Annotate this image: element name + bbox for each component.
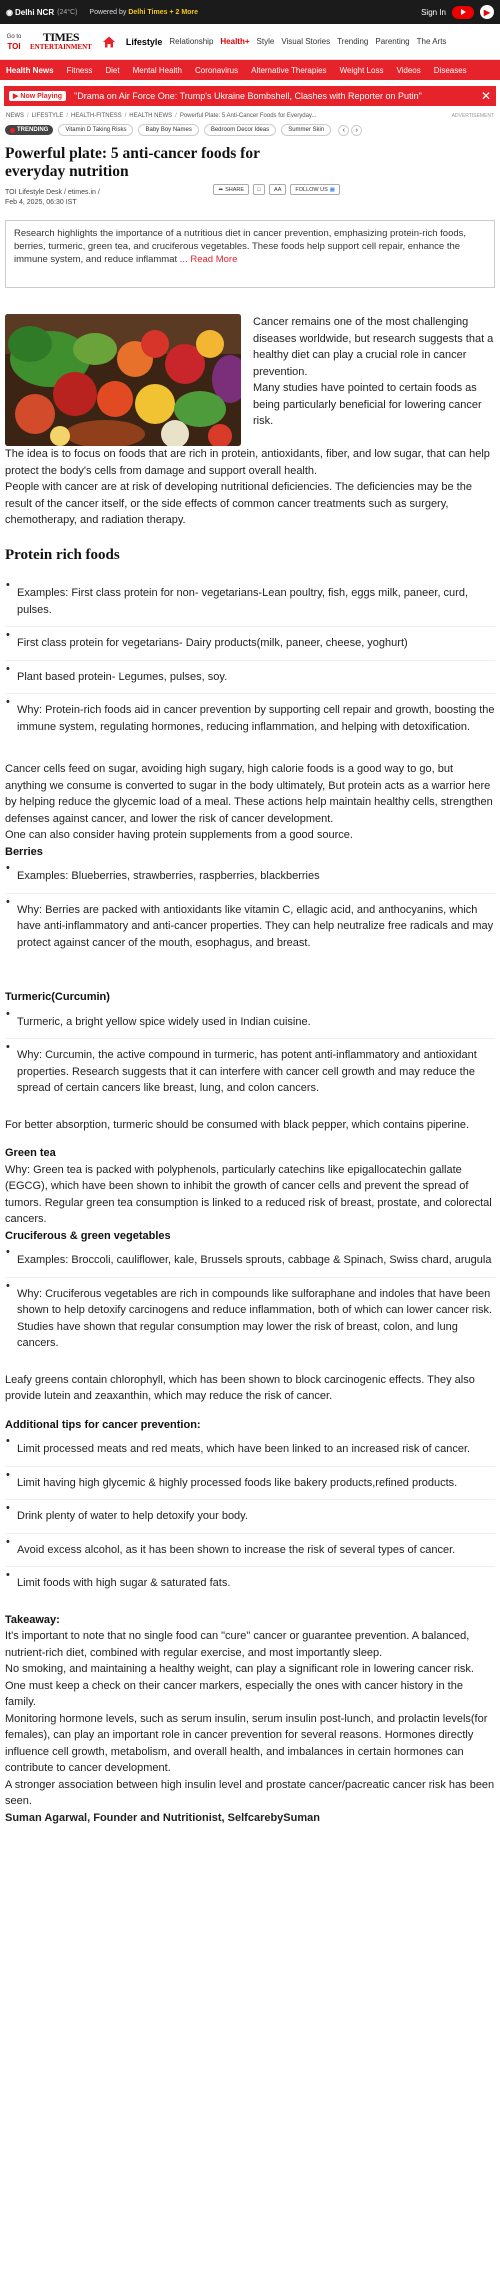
paragraph: It's important to note that no single food can "cure" cancer or guarantee prevention. A balanced, nutrient-rich diet, combined with regular exercise, and most importantly sleep.: [5, 1630, 470, 1659]
hero-text: [253, 314, 495, 446]
play-icon[interactable]: ▶: [480, 5, 494, 19]
subnav-item-health-news[interactable]: Health News: [6, 65, 54, 75]
section-heading-takeaway: Takeaway:: [5, 1613, 60, 1626]
section-heading-turmeric: Turmeric(Curcumin): [5, 991, 110, 1003]
article-actions: [213, 184, 340, 195]
list-item: • First class protein for vegetarians- Dairy products(milk, paneer, cheese, yoghurt): [5, 627, 495, 661]
nav-item-parenting[interactable]: Parenting: [375, 37, 410, 46]
nav-items: [126, 37, 447, 47]
list-item: • Why: Curcumin, the active compound in turmeric, has potent anti-inflammatory and antioxidant properties. Research suggests that it can interfere with cancer cell growth and may reduce the spread of certain cancers like breast, lung, and colon cancers.: [5, 1039, 495, 1105]
youtube-icon[interactable]: [452, 6, 474, 19]
powered-brand[interactable]: Delhi Times + 2 More: [128, 8, 199, 16]
subnav-item-mental-health[interactable]: Mental Health: [132, 65, 182, 75]
turmeric-list: [5, 1006, 495, 1105]
sign-in-link[interactable]: Sign In: [421, 7, 446, 17]
hero-image: [5, 314, 241, 446]
trending-bar: [0, 124, 500, 136]
list-item: • Limit processed meats and red meats, which have been linked to an increased risk of cancer.: [5, 1433, 495, 1467]
paragraph: The idea is to focus on foods that are rich in protein, antioxidants, fiber, and low sugar, that can help protect the body's cells from damage and support overall health.: [5, 448, 490, 477]
breadcrumb-separator: /: [175, 113, 177, 119]
nav-item-relationship[interactable]: Relationship: [169, 37, 214, 46]
read-more-link[interactable]: ... Read More: [179, 254, 238, 265]
powered-by: [89, 9, 198, 16]
cruciferous-list: [5, 1244, 495, 1360]
list-item: • Why: Protein-rich foods aid in cancer prevention by supporting cell repair and growth, boosting the immune system, regulating hormones, reducing inflammation, and helping with detoxification.: [5, 694, 495, 743]
share-button[interactable]: [213, 184, 249, 195]
trending-label: TRENDING: [17, 127, 49, 133]
advertisement-label: ADVERTISEMENT: [451, 113, 494, 119]
go-to-label: Go to: [6, 33, 22, 40]
trending-badge: [5, 125, 53, 135]
list-item: • Avoid excess alcohol, as it has been shown to increase the risk of several types of cancer.: [5, 1534, 495, 1568]
top-bar: [0, 0, 500, 24]
font-size-button[interactable]: AA: [269, 184, 286, 195]
page-title: Powerful plate: 5 anti-cancer foods for everyday nutrition: [5, 145, 260, 180]
share-icon: ➦: [218, 186, 224, 193]
subnav-item-fitness[interactable]: Fitness: [66, 65, 93, 75]
location-selector[interactable]: [6, 8, 54, 17]
article-summary: [5, 220, 495, 288]
trending-pill[interactable]: Vitamin D Taking Risks: [58, 124, 133, 136]
section-heading-tips: Additional tips for cancer prevention:: [5, 1418, 201, 1431]
list-item: • Turmeric, a bright yellow spice widely used in Indian cuisine.: [5, 1006, 495, 1040]
list-item: • Why: Cruciferous vegetables are rich in compounds like sulforaphane and indoles that have been shown to help detoxify carcinogens and reduce inflammation, both of which can lower cancer risk. Studies have shown that regular consumption may lower the risk of breast, colon, and lung cancers.: [5, 1278, 495, 1360]
nav-item-trending[interactable]: Trending: [337, 37, 369, 46]
comment-button[interactable]: [253, 184, 265, 195]
author-credit: Suman Agarwal, Founder and Nutritionist, SelfcarebySuman: [5, 1811, 320, 1824]
paragraph: A stronger association between high insulin level and prostate cancer/pacreatic cancer risk has been seen.: [5, 1778, 495, 1807]
tips-list: [5, 1433, 495, 1600]
list-item: • Why: Berries are packed with antioxidants like vitamin C, ellagic acid, and anthocyanins, which have anti-inflammatory and anti-cancer properties. They can help neutralize free radicals and may protect against cancer of the mouth, esophagus, and breast.: [5, 894, 495, 960]
powered-prefix: Powered by: [89, 8, 127, 16]
paragraph: People with cancer are at risk of developing nutritional deficiencies. The deficiencies may be the result of the cancer itself, or the side effects of common cancer treatments such as surgery, chemotherapy, and radiation therapy.: [5, 481, 472, 526]
article-header: [0, 145, 500, 208]
breadcrumb-current: Powerful Plate: 5 Anti-Cancer Foods for Everyday...: [179, 113, 317, 119]
follow-us-button[interactable]: [290, 184, 340, 195]
now-playing-bar[interactable]: [4, 86, 496, 106]
paragraph: One must keep a check on their cancer markers, especially the ones with cancer history in the family.: [5, 1679, 463, 1708]
health-subnav: [0, 60, 500, 80]
paragraph: Why: Green tea is packed with polyphenols, particularly catechins like epigallocatechin gallate (EGCG), which have been shown to inhibit the growth of cancer cells and prevent the spread of tumors. Regular green tea consumption is linked to a reduced risk of breast, prostate, and colorectal cancers.: [5, 1163, 492, 1225]
toi-label: TOI: [7, 41, 21, 51]
paragraph: Cancer remains one of the most challenging diseases worldwide, but research suggests that a healthy diet can play a crucial role in cancer prevention.: [253, 316, 494, 378]
comment-icon: □: [257, 186, 261, 193]
breadcrumb-separator: /: [124, 113, 127, 119]
paragraph: Cancer cells feed on sugar, avoiding high sugary, high calorie foods is a good way to go, but anything we consume is converted to sugar in the body ultimately, But protein acts as a warrior here by helping reduce the glycemic load of a meal. These actions help maintain healthy cells, strengthen defenses against cancer, and lower the risk of cancer development.: [5, 763, 493, 825]
trending-pill[interactable]: Bedroom Decor Ideas: [204, 124, 276, 136]
breadcrumb-item[interactable]: NEWS: [6, 113, 24, 119]
now-playing-title[interactable]: "Drama on Air Force One: Trump's Ukraine Bombshell, Clashes with Reporter on Putin": [74, 91, 422, 101]
nav-item-style[interactable]: Style: [256, 37, 275, 46]
list-item: • Limit foods with high sugar & saturated fats.: [5, 1567, 495, 1600]
summary-text: Research highlights the importance of a nutritious diet in cancer prevention, emphasizing protein-rich foods, berries, turmeric, green tea, and cruciferous vegetables. These foods help support cell repair, enhance the immune system, and reduce inflammat: [14, 228, 467, 265]
paragraph: Many studies have pointed to certain foods as being particularly beneficial for lowering cancer risk.: [253, 382, 482, 427]
hero-row: [5, 314, 495, 446]
breadcrumb-item[interactable]: HEALTH NEWS: [129, 113, 173, 119]
now-playing-badge: [9, 91, 66, 101]
section-heading-cruciferous: Cruciferous & green vegetables: [5, 1229, 171, 1242]
subnav-item-videos[interactable]: Videos: [396, 65, 421, 75]
site-logo[interactable]: [30, 29, 92, 52]
location-name: Delhi NCR: [14, 7, 55, 17]
logo-top: TIMES: [42, 29, 80, 44]
paragraph: No smoking, and maintaining a healthy weight, can play a significant role in lowering cancer risk.: [5, 1663, 474, 1675]
main-nav: [0, 24, 500, 60]
trending-dot-icon: [10, 128, 15, 133]
logo-bottom: ENTERTAINMENT: [30, 42, 92, 51]
byline-source: TOI Lifestyle Desk / etimes.in /: [5, 189, 100, 196]
subnav-item-alternative-therapies[interactable]: Alternative Therapies: [251, 65, 327, 75]
follow-label: FOLLOW US: [295, 186, 328, 193]
list-item: • Limit having high glycemic & highly processed foods like bakery products,refined products.: [5, 1467, 495, 1501]
list-item: • Examples: Blueberries, strawberries, raspberries, blackberries: [5, 860, 495, 894]
list-item: • Examples: Broccoli, cauliflower, kale, Brussels sprouts, cabbage & Spinach, Swiss chard, arugula: [5, 1244, 495, 1278]
nav-item-the-arts[interactable]: The Arts: [416, 37, 447, 46]
temperature: (24°C): [57, 8, 78, 16]
subnav-item-diet[interactable]: Diet: [105, 65, 120, 75]
trending-arrows: [338, 125, 362, 136]
location-pin-icon: ◉: [6, 7, 13, 17]
article-body: [0, 314, 500, 1826]
subnav-item-coronavirus[interactable]: Coronavirus: [194, 65, 239, 75]
paragraph: One can also consider having protein supplements from a good source.: [5, 829, 353, 841]
breadcrumb-separator: /: [27, 113, 29, 119]
nav-item-lifestyle[interactable]: Lifestyle: [125, 36, 163, 47]
breadcrumb-separator: /: [66, 113, 69, 119]
protein-list: [5, 577, 495, 743]
breadcrumb: [0, 113, 500, 119]
paragraph: Monitoring hormone levels, such as serum insulin, serum insulin post-lunch, and prolactin levels(for females), can play an important role in cancer prevention for several reasons. Hormones directly influence cell growth, metabolism, and overall health, and imbalances in certain hormones can contribute to cancer development.: [5, 1712, 488, 1774]
list-item: • Drink plenty of water to help detoxify your body.: [5, 1500, 495, 1534]
breadcrumb-item[interactable]: HEALTH-FITNESS: [71, 113, 122, 119]
berries-list: [5, 860, 495, 959]
play-circle-icon: ▶: [13, 93, 19, 100]
subnav-item-weight-loss[interactable]: Weight Loss: [339, 65, 384, 75]
paragraph: Leafy greens contain chlorophyll, which has been shown to block carcinogenic effects. They also provide lutein and zeaxanthin, which may reduce the risk of cancer.: [5, 1373, 475, 1402]
subnav-item-diseases[interactable]: Diseases: [433, 65, 467, 75]
chevron-right-icon[interactable]: ›: [351, 125, 362, 136]
nav-item-health[interactable]: Health+: [220, 37, 250, 46]
section-heading-green-tea: Green tea: [5, 1147, 56, 1159]
section-heading-berries: Berries: [5, 845, 43, 858]
chevron-left-icon[interactable]: ‹: [338, 125, 349, 136]
google-news-icon: ▦: [329, 186, 335, 193]
trending-pill[interactable]: Baby Boy Names: [138, 124, 198, 136]
nav-item-visual-stories[interactable]: Visual Stories: [281, 37, 331, 46]
trending-pill[interactable]: Summer Skin: [281, 124, 331, 136]
section-heading-protein: Protein rich foods: [5, 546, 120, 563]
list-item: • Examples: First class protein for non- vegetarians-Lean poultry, fish, eggs milk, paneer, curd, pulses.: [5, 577, 495, 627]
byline-date: Feb 4, 2025, 06:30 IST: [5, 199, 77, 206]
paragraph: For better absorption, turmeric should be consumed with black pepper, which contains piperine.: [5, 1118, 470, 1131]
close-icon[interactable]: ✕: [480, 89, 491, 103]
list-item: • Plant based protein- Legumes, pulses, soy.: [5, 661, 495, 695]
breadcrumb-item[interactable]: LIFESTYLE: [31, 113, 64, 119]
now-playing-label: Now Playing: [20, 92, 63, 100]
home-icon[interactable]: [102, 35, 116, 49]
share-label: SHARE: [225, 186, 245, 193]
go-to-toi-link[interactable]: [4, 33, 24, 51]
